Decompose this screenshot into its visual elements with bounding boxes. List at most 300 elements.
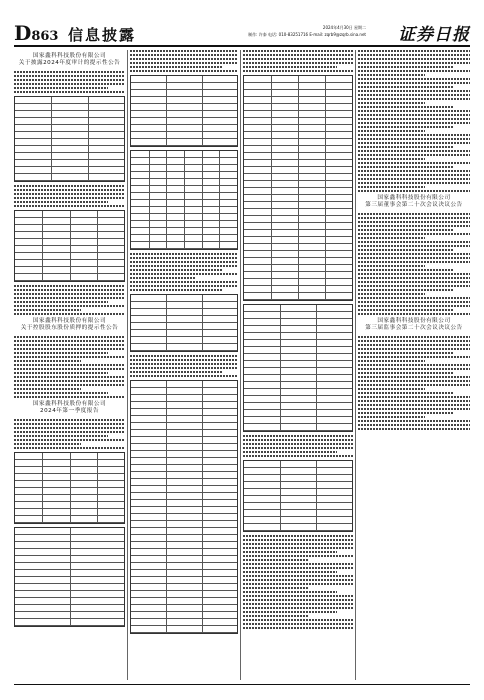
table-row: [131, 542, 237, 549]
table-row: [131, 309, 237, 316]
text-line: [14, 309, 81, 311]
text-line: [358, 90, 470, 92]
announcement-headline: [14, 318, 125, 332]
text-line: [358, 166, 453, 168]
text-line: [358, 221, 470, 223]
text-line: [14, 392, 108, 394]
table-row: [244, 361, 352, 368]
table-row: [131, 395, 237, 402]
text-line: [358, 54, 470, 56]
table-row: [131, 381, 237, 388]
text-line: [130, 269, 222, 271]
text-line: [14, 447, 125, 449]
text-line: [14, 305, 125, 307]
table-row: [131, 563, 237, 570]
text-line: [14, 423, 125, 425]
text-line: [130, 257, 238, 259]
column-divider: [127, 50, 128, 680]
table-row: [244, 354, 352, 361]
announcement-headline: [358, 318, 470, 332]
text-line: [358, 146, 453, 148]
text-line: [130, 355, 238, 357]
table-row: [131, 344, 237, 351]
announcement-headline: [14, 53, 125, 67]
text-line: [358, 340, 470, 342]
table-col-divider: [202, 295, 203, 351]
text-line: [358, 94, 470, 96]
table-row: [131, 605, 237, 612]
table-row: [131, 323, 237, 330]
table-col-divider: [166, 295, 167, 351]
table-row: [131, 479, 237, 486]
table-col-divider: [298, 76, 299, 300]
table-col-divider: [325, 76, 326, 300]
text-line: [243, 66, 337, 68]
table-row: [131, 507, 237, 514]
table-row: [131, 295, 237, 302]
table-row: [131, 528, 237, 535]
table-row: [15, 104, 124, 111]
table-row: [131, 570, 237, 577]
text-line: [243, 551, 337, 553]
text-line: [358, 384, 470, 386]
table-row: [131, 500, 237, 507]
text-line: [358, 98, 470, 100]
company-name: 国家鑫科科技股份有限公司: [377, 318, 451, 324]
table-row: [244, 468, 352, 475]
text-line: [358, 158, 425, 160]
text-line: [358, 130, 425, 132]
table-row: [131, 584, 237, 591]
text-line: [130, 261, 238, 263]
text-line: [243, 559, 309, 561]
data-table: [14, 527, 125, 627]
text-line: [14, 205, 125, 207]
text-line: [358, 150, 470, 152]
page-number-digits: 863: [31, 29, 59, 44]
text-line: [14, 197, 125, 199]
table-row: [131, 302, 237, 309]
text-line: [14, 301, 108, 303]
text-line: [130, 363, 238, 365]
text-line: [14, 336, 125, 338]
text-line: [358, 162, 470, 164]
text-line: [358, 277, 470, 279]
text-line: [358, 233, 470, 235]
text-line: [358, 74, 425, 76]
table-col-divider: [97, 211, 98, 281]
text-line: [358, 261, 470, 263]
text-line: [130, 289, 222, 291]
text-line: [358, 134, 470, 136]
text-line: [358, 78, 470, 80]
table-col-divider: [70, 211, 71, 281]
table-col-divider: [219, 151, 220, 249]
text-line: [14, 79, 125, 81]
text-line: [358, 416, 425, 418]
text-line: [14, 427, 125, 429]
text-line: [358, 364, 470, 366]
table-col-divider: [202, 151, 203, 249]
text-line: [358, 336, 470, 338]
table-col-divider: [166, 151, 167, 249]
table-row: [244, 417, 352, 424]
text-line: [14, 376, 125, 378]
table-row: [131, 97, 237, 104]
text-line: [358, 237, 425, 239]
table-col-divider: [316, 305, 317, 431]
text-line: [358, 170, 470, 172]
text-line: [130, 265, 238, 267]
text-line: [358, 253, 470, 255]
text-line: [243, 595, 353, 597]
table-col-divider: [97, 453, 98, 523]
text-line: [358, 213, 470, 215]
table-row: [15, 153, 124, 160]
table-col-divider: [149, 151, 150, 249]
table-col-divider: [271, 76, 272, 300]
table-row: [131, 402, 237, 409]
column-4: [358, 50, 470, 680]
table-row: [131, 598, 237, 605]
text-line: [243, 619, 353, 621]
text-line: [358, 273, 470, 275]
table-row: [131, 111, 237, 118]
column-2: [130, 50, 238, 680]
text-line: [243, 435, 353, 437]
table-row: [131, 337, 237, 344]
data-table: [130, 294, 238, 352]
column-3: [243, 50, 353, 680]
table-row: [131, 451, 237, 458]
text-line: [358, 186, 425, 188]
table-row: [244, 496, 352, 503]
edition-info: 制作: 许泰 电话: 010-83251716 E-mail: zqrb9@zqrb.sina.net: [248, 32, 366, 37]
table-row: [131, 76, 237, 83]
text-line: [358, 424, 470, 426]
text-line: [358, 174, 470, 176]
text-line: [14, 344, 125, 346]
text-line: [358, 372, 453, 374]
text-line: [358, 360, 425, 362]
text-line: [358, 154, 470, 156]
table-row: [244, 375, 352, 382]
text-line: [358, 225, 470, 227]
table-row: [131, 316, 237, 323]
text-line: [14, 372, 108, 374]
table-row: [244, 517, 352, 524]
text-line: [358, 348, 470, 350]
text-line: [358, 400, 470, 402]
table-row: [244, 347, 352, 354]
text-line: [358, 86, 453, 88]
text-line: [358, 245, 470, 247]
text-line: [358, 309, 453, 311]
column-divider: [240, 50, 241, 680]
table-row: [131, 619, 237, 626]
table-row: [244, 403, 352, 410]
table-row: [131, 330, 237, 337]
text-line: [358, 114, 470, 116]
table-row: [131, 521, 237, 528]
company-name: 国家鑫科科技股份有限公司: [32, 318, 107, 324]
data-table: [243, 304, 353, 432]
data-table: [130, 75, 238, 147]
text-line: [243, 455, 353, 457]
text-line: [358, 249, 453, 251]
text-line: [358, 229, 453, 231]
table-col-divider: [51, 97, 52, 181]
announcement-title: 第三届董事会第二十次会议决议公告: [365, 202, 463, 208]
text-line: [358, 106, 453, 108]
text-line: [14, 313, 125, 315]
text-line: [243, 615, 309, 617]
text-line: [243, 627, 353, 629]
text-line: [130, 285, 238, 287]
text-line: [243, 579, 353, 581]
text-line: [243, 547, 353, 549]
table-row: [131, 409, 237, 416]
text-line: [14, 360, 81, 362]
text-line: [14, 380, 125, 382]
text-line: [358, 110, 470, 112]
company-name: 国家鑫科科技股份有限公司: [377, 195, 451, 201]
table-row: [131, 444, 237, 451]
text-line: [358, 126, 453, 128]
table-row: [15, 118, 124, 125]
table-row: [244, 396, 352, 403]
table-row: [15, 167, 124, 174]
text-line: [358, 301, 470, 303]
text-line: [358, 62, 470, 64]
text-line: [14, 189, 125, 191]
text-line: [14, 201, 108, 203]
text-line: [243, 447, 353, 449]
text-line: [243, 583, 353, 585]
newspaper-logo: 证券日报: [398, 25, 470, 45]
text-line: [243, 599, 353, 601]
text-line: [243, 58, 353, 60]
announcement-title: 2024年第一季度报告: [40, 408, 99, 414]
text-line: [358, 376, 470, 378]
text-line: [358, 257, 470, 259]
table-row: [131, 458, 237, 465]
page-header: [14, 22, 470, 44]
table-row: [131, 139, 237, 146]
table-row: [15, 125, 124, 132]
text-line: [130, 375, 238, 377]
data-table: [130, 380, 238, 634]
table-row: [131, 416, 237, 423]
footer-rule: [14, 684, 470, 685]
text-line: [243, 623, 353, 625]
table-row: [244, 389, 352, 396]
table-row: [131, 591, 237, 598]
text-line: [358, 70, 470, 72]
text-line: [358, 305, 470, 307]
text-line: [358, 313, 470, 315]
text-line: [130, 50, 238, 52]
text-line: [14, 340, 125, 342]
text-line: [243, 54, 353, 56]
text-line: [358, 388, 425, 390]
text-line: [358, 281, 470, 283]
text-line: [130, 371, 222, 373]
text-line: [243, 607, 353, 609]
table-row: [15, 139, 124, 146]
announcement-title: 关于披露2024年度审计的提示性公告: [18, 60, 121, 66]
text-line: [130, 66, 222, 68]
text-line: [358, 66, 453, 68]
table-row: [244, 482, 352, 489]
table-row: [131, 493, 237, 500]
table-row: [131, 125, 237, 132]
text-line: [358, 428, 470, 430]
table-row: [244, 489, 352, 496]
text-line: [243, 451, 337, 453]
table-col-divider: [42, 211, 43, 281]
text-line: [358, 265, 425, 267]
table-row: [15, 97, 124, 104]
text-line: [358, 122, 470, 124]
table-row: [131, 612, 237, 619]
data-table: [243, 75, 353, 301]
table-col-divider: [166, 76, 167, 146]
text-line: [14, 435, 108, 437]
table-row: [244, 340, 352, 347]
text-line: [358, 102, 425, 104]
text-line: [243, 62, 353, 64]
text-line: [14, 83, 125, 85]
text-line: [130, 62, 238, 64]
table-col-divider: [70, 453, 71, 523]
table-row: [131, 423, 237, 430]
text-line: [358, 344, 470, 346]
text-line: [243, 611, 337, 613]
text-line: [14, 388, 81, 390]
text-line: [243, 70, 353, 72]
table-row: [131, 90, 237, 97]
data-table: [14, 96, 125, 182]
text-line: [14, 75, 125, 77]
text-line: [14, 71, 125, 73]
text-line: [14, 368, 125, 370]
text-line: [243, 443, 353, 445]
table-row: [131, 472, 237, 479]
table-col-divider: [70, 528, 71, 626]
text-line: [358, 293, 425, 295]
text-line: [14, 384, 125, 386]
text-line: [14, 91, 125, 93]
table-row: [244, 312, 352, 319]
text-line: [14, 348, 125, 350]
table-row: [244, 410, 352, 417]
text-line: [358, 178, 470, 180]
text-line: [358, 396, 470, 398]
text-line: [14, 443, 81, 445]
table-row: [131, 486, 237, 493]
text-line: [14, 431, 125, 433]
table-col-divider: [166, 381, 167, 633]
text-line: [358, 289, 453, 291]
announcement-headline: [14, 401, 125, 415]
text-line: [243, 575, 353, 577]
table-row: [131, 118, 237, 125]
table-row: [244, 510, 352, 517]
text-line: [243, 567, 353, 569]
table-row: [131, 132, 237, 139]
company-name: 国家鑫科科技股份有限公司: [32, 401, 107, 407]
text-line: [358, 58, 470, 60]
text-line: [243, 543, 353, 545]
text-line: [358, 269, 453, 271]
announcement-title: 第三届监事会第二十次会议决议公告: [365, 325, 463, 331]
table-col-divider: [88, 97, 89, 181]
data-table: [130, 150, 238, 250]
text-line: [358, 392, 453, 394]
table-row: [244, 475, 352, 482]
text-line: [14, 87, 108, 89]
text-line: [358, 368, 470, 370]
table-col-divider: [280, 461, 281, 531]
text-line: [243, 555, 353, 557]
table-col-divider: [202, 381, 203, 633]
text-line: [130, 253, 238, 255]
table-row: [131, 556, 237, 563]
column-1: [14, 50, 125, 680]
table-row: [131, 437, 237, 444]
table-row: [244, 461, 352, 468]
table-row: [244, 326, 352, 333]
table-row: [131, 535, 237, 542]
text-line: [243, 571, 337, 573]
table-row: [244, 503, 352, 510]
text-line: [14, 185, 125, 187]
table-row: [131, 514, 237, 521]
table-row: [131, 388, 237, 395]
table-row: [131, 83, 237, 90]
table-row: [15, 132, 124, 139]
text-line: [358, 420, 470, 422]
table-row: [131, 465, 237, 472]
text-line: [14, 297, 125, 299]
table-row: [244, 319, 352, 326]
table-row: [131, 104, 237, 111]
text-line: [14, 352, 108, 354]
text-line: [130, 58, 238, 60]
text-line: [130, 277, 195, 279]
table-col-divider: [316, 461, 317, 531]
text-line: [130, 54, 238, 56]
text-line: [130, 359, 238, 361]
text-line: [358, 217, 470, 219]
text-line: [130, 70, 238, 72]
table-row: [244, 305, 352, 312]
table-row: [131, 577, 237, 584]
text-line: [358, 182, 470, 184]
text-line: [14, 193, 125, 195]
text-line: [358, 352, 453, 354]
table-row: [244, 382, 352, 389]
text-line: [14, 356, 125, 358]
table-col-divider: [42, 453, 43, 523]
table-col-divider: [280, 305, 281, 431]
table-row: [15, 146, 124, 153]
announcement-headline: [358, 195, 470, 209]
announcement-title: 关于控股股东股份质押的提示性公告: [20, 325, 119, 331]
table-row: [131, 626, 237, 633]
text-line: [243, 439, 353, 441]
